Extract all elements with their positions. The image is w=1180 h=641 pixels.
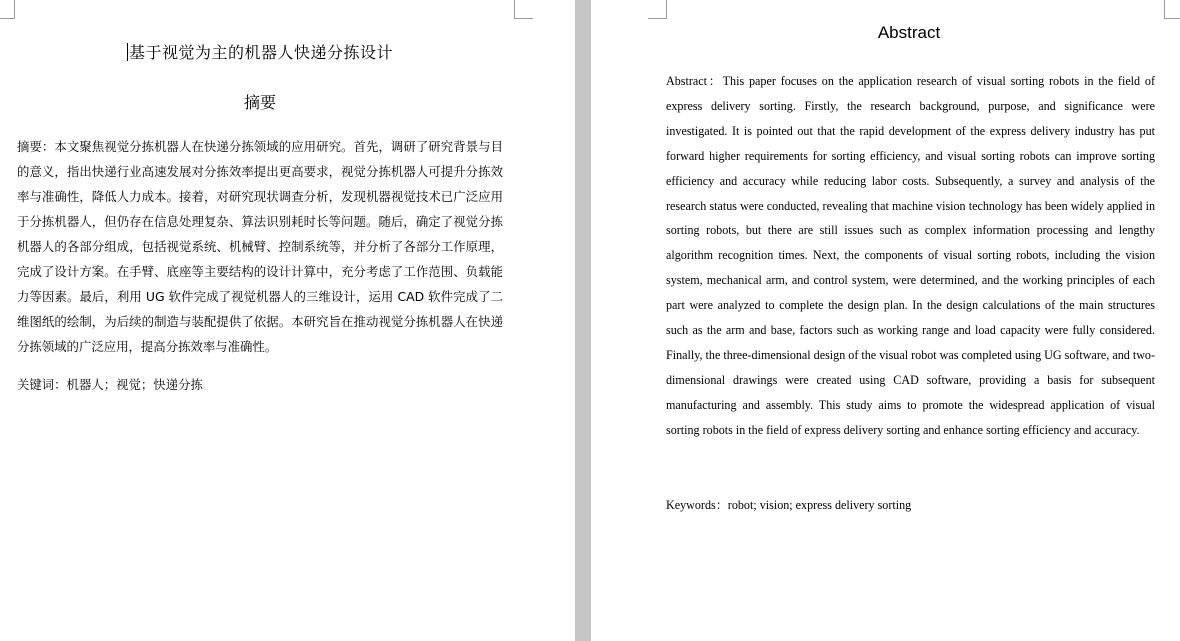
document-title-text: 基于视觉为主的机器人快递分拣设计 [128,43,393,62]
document-page-english[interactable] [591,0,1180,641]
document-page-chinese[interactable] [0,0,575,641]
keywords-chinese: 关键词：机器人；视觉；快递分拣 [17,377,203,392]
crop-mark-top-left [0,0,15,19]
page-gutter [575,0,591,641]
abstract-heading-chinese: 摘要 [243,93,276,112]
keywords-english: Keywords：robot; vision; express delivery sorting [666,498,912,512]
crop-mark-top-right [514,0,533,19]
crop-mark-top-left [648,0,667,19]
document-title [0,40,520,63]
text-cursor [127,43,128,61]
abstract-heading-english: Abstract [877,23,941,42]
abstract-body-english: Abstract：This paper focuses on the application research of visual sorting robots in the field of express delivery sorting. Firstly, the research background, purpose, and significance were investigated. It is pointed out that the rapid development of the express delivery industry has put forward higher requirements for sorting efficiency, and visual sorting robots can improve sorting efficiency and accuracy while reducing labor costs. Subsequently, a survey and analysis of the research status were conducted, revealing that machine vision technology has been widely applied in sorting robots, but there are still issues such as complex information processing and lengthy algorithm recognition times. Next, the components of visual sorting robots, including the vision system, mechanical arm, and control system, were determined, and the working principles of each part were analyzed to complete the design plan. In the design calculations of the main structures such as the arm and base, factors such as working range and load capacity were fully considered. Finally, the three-dimensional design of the visual robot was completed using UG software, and two-dimensional drawings were created using CAD software, providing a basis for subsequent manufacturing and assembly. This study aims to promote the widespread application of visual sorting robots in the field of express delivery sorting and enhance sorting efficiency and accuracy. [666,74,1155,437]
crop-mark-top-right [1164,0,1180,19]
abstract-body-chinese: 摘要：本文聚焦视觉分拣机器人在快递分拣领域的应用研究。首先，调研了研究背景与目的意义，指出快递行业高速发展对分拣效率提出更高要求，视觉分拣机器人可提升分拣效率与准确性，降低人力成本。接着，对研究现状调查分析，发现机器视觉技术已广泛应用于分拣机器人，但仍存在信息处理复杂、算法识别耗时长等问题。随后，确定了视觉分拣机器人的各部分组成，包括视觉系统、机械臂、控制系统等，并分析了各部分工作原理，完成了设计方案。在手臂、底座等主要结构的设计计算中，充分考虑了工作范围、负载能力等因素。最后，利用 UG 软件完成了视觉机器人的三维设计，运用 CAD 软件完成了二维图纸的绘制，为后续的制造与装配提供了依据。本研究旨在推动视觉分拣机器人在快递分拣领域的广泛应用，提高分拣效率与准确性。 [17,139,503,354]
